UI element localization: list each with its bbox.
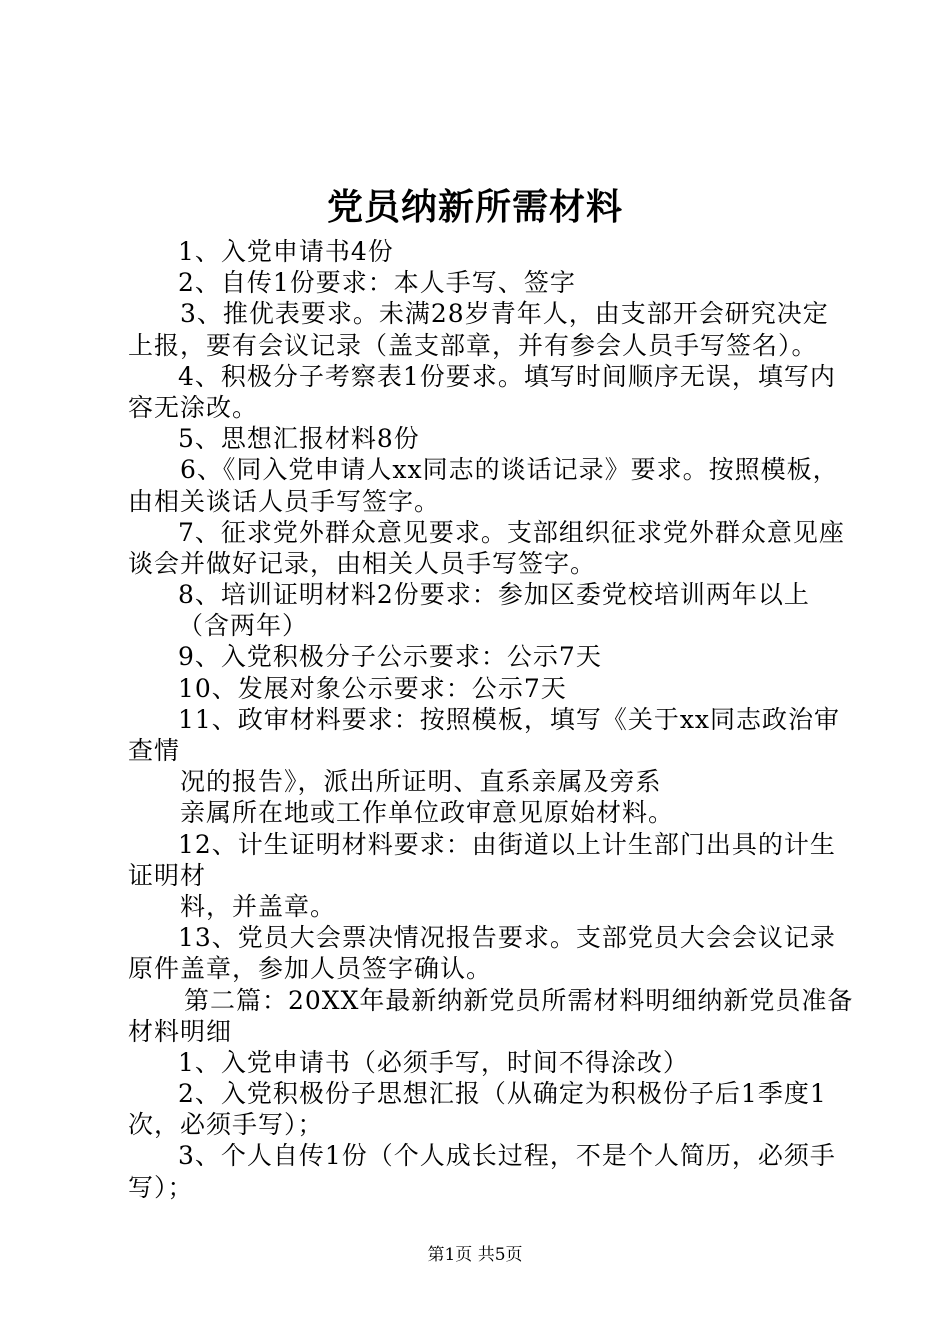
paragraph-line: 2、入党积极份子思想汇报（从确定为积极份子后1季度1 (178, 1079, 827, 1109)
paragraph-line: 料，并盖章。 (180, 891, 337, 921)
paragraph-line: 3、推优表要求。未满28岁青年人，由支部开会研究决定 (180, 299, 829, 329)
paragraph-line: 容无涂改。 (128, 392, 259, 422)
paragraph-line: 亲属所在地或工作单位政审意见原始材料。 (180, 798, 675, 828)
paragraph-line: 11、政审材料要求：按照模板，填写《关于xx同志政治审 (178, 704, 841, 734)
page-footer: 第1页 共5页 (427, 1245, 523, 1265)
paragraph-line: 次，必须手写）； (128, 1110, 324, 1140)
paragraph-line: 况的报告》，派出所证明、直系亲属及旁系 (180, 767, 662, 797)
paragraph-line: （含两年） (178, 611, 309, 641)
paragraph-line: 2、自传1份要求：本人手写、签字 (178, 268, 576, 298)
paragraph-line: 由相关谈话人员手写签字。 (128, 486, 441, 516)
paragraph-line: 原件盖章，参加人员签字确认。 (128, 954, 493, 984)
paragraph-line: 10、发展对象公示要求：公示7天 (178, 673, 567, 703)
paragraph-line: 写）； (128, 1172, 194, 1202)
paragraph-line: 1、入党申请书（必须手写，时间不得涂改） (178, 1047, 689, 1077)
paragraph-line: 第二篇：20XX年最新纳新党员所需材料明细纳新党员准备 (184, 985, 854, 1015)
paragraph-line: 7、征求党外群众意见要求。支部组织征求党外群众意见座 (178, 517, 845, 547)
paragraph-line: 8、培训证明材料2份要求：参加区委党校培训两年以上 (178, 580, 810, 610)
paragraph-line: 谈会并做好记录，由相关人员手写签字。 (128, 548, 597, 578)
paragraph-line: 9、入党积极分子公示要求：公示7天 (178, 642, 602, 672)
paragraph-line: 1、入党申请书4份 (178, 237, 394, 266)
paragraph-line: 上报，要有会议记录（盖支部章，并有参会人员手写签名）。 (128, 330, 818, 360)
paragraph-line: 证明材 (128, 860, 207, 890)
paragraph-line: 3、个人自传1份（个人成长过程，不是个人简历，必须手 (178, 1141, 836, 1171)
paragraph-line: 4、积极分子考察表1份要求。填写时间顺序无误，填写内 (178, 361, 836, 391)
paragraph-line: 6、《同入党申请人xx同志的谈话记录》要求。按照模板， (180, 455, 839, 485)
paragraph-line: 12、计生证明材料要求：由街道以上计生部门出具的计生 (178, 829, 836, 859)
document-body (128, 236, 854, 1203)
paragraph-line: 5、思想汇报材料8份 (178, 424, 420, 454)
paragraph-line: 13、党员大会票决情况报告要求。支部党员大会会议记录 (178, 923, 836, 953)
paragraph-line: 查情 (128, 736, 181, 765)
paragraph-line: 材料明细 (128, 1016, 233, 1046)
document-title: 党员纳新所需材料 (326, 187, 623, 228)
